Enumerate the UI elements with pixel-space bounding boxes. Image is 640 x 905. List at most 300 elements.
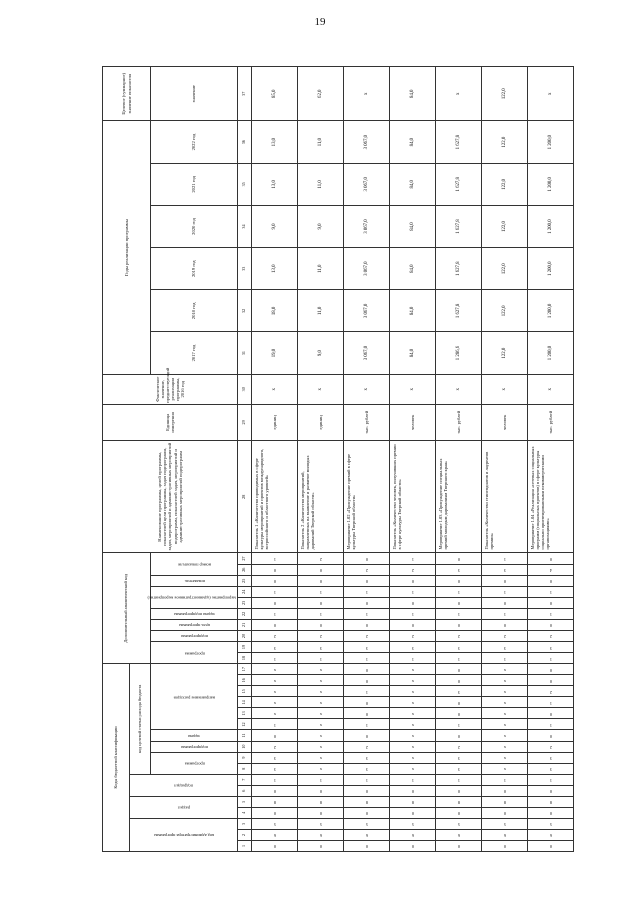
target-value: x [436,67,482,122]
code-digit: 0 [482,575,528,586]
value-2019: 1 627,8 [436,248,482,290]
fact-header: Фактическое значение, предшествующий реализации программы, 2016 год [103,374,238,404]
code-digit: 0 [252,785,298,796]
code-digit: 0 [252,597,298,608]
code-digit: 2 [344,630,390,641]
value-2018: 122,0 [482,290,528,332]
code-digit: 0 [436,840,482,851]
code-digit: x [298,763,344,774]
value-2017: 84,0 [390,332,436,374]
code-digit: 2 [344,741,390,752]
value-2018: 1 200,0 [528,290,574,332]
code-digit: 1 [482,553,528,564]
code-digit: 3 [252,752,298,763]
column-number: 24 [238,586,252,597]
code-digit: 5 [482,818,528,829]
column-number: 34 [238,205,252,247]
indicator-name: Показатель 2 «Количество мероприятий, направленных на выявление и развитие молодых дарований Тверской области» [298,440,344,553]
code-digit: 1 [528,608,574,619]
code-digit: 3 [528,763,574,774]
code-digit: 0 [344,697,390,708]
value-2021: 1 627,8 [436,163,482,205]
table-row [252,67,298,852]
analytical-code-header: Дополнительный аналитический код [103,553,151,664]
value-2018: 11,0 [298,290,344,332]
code-digit: 1 [390,653,436,664]
code-digit: 0 [528,619,574,630]
unit-header: Единица измерения [103,404,238,440]
code-digit: x [390,697,436,708]
code-digit: 2 [482,630,528,641]
code-digit: 1 [344,719,390,730]
code-digit: 2 [344,564,390,575]
code-digit: 0 [298,575,344,586]
code-digit: x [482,752,528,763]
column-number: 31 [238,332,252,374]
code-digit: 0 [344,807,390,818]
code-digit: x [390,719,436,730]
code-digit: 0 [252,619,298,630]
section-header: раздел [130,796,238,818]
column-number: 10 [238,741,252,752]
code-digit: 1 [390,553,436,564]
code-digit: 1 [390,586,436,597]
code-digit: 3 [252,763,298,774]
code-digit: 3 [252,641,298,652]
code-digit: 1 [528,774,574,785]
code-digit: 0 [344,730,390,741]
column-number: 15 [238,686,252,697]
target-code-header: код целевой статьи расхода бюджета [130,664,151,775]
value-2020: 84,0 [390,205,436,247]
code-digit: 2 [528,686,574,697]
code-digit: 0 [528,664,574,675]
code-digit: 1 [436,774,482,785]
code-digit: 5 [298,818,344,829]
indicator-name: Мероприятие 1.02 «Присуждение премий в сфере культуры Тверской области» [344,440,390,553]
column-number: 20 [238,630,252,641]
target-value: 62,0 [298,67,344,122]
code-digit: 0 [436,575,482,586]
value-2019: 13,0 [252,248,298,290]
column-number: 19 [238,641,252,652]
column-number: 16 [238,675,252,686]
code-digit: 1 [298,774,344,785]
code-digit: x [482,741,528,752]
column-number: 23 [238,597,252,608]
kbk-header: Коды бюджетной классификации [103,664,130,852]
value-2022: 13,0 [252,121,298,163]
code-digit: 1 [482,774,528,785]
code-digit: 0 [528,840,574,851]
page-number: 19 [314,16,326,28]
code-digit: 1 [436,586,482,597]
code-digit: x [390,741,436,752]
code-digit: 1 [252,653,298,664]
code-digit: x [252,675,298,686]
value-2021: 11,0 [298,163,344,205]
code-digit: 8 [528,796,574,807]
code-digit: 0 [390,840,436,851]
code-digit: x [482,708,528,719]
code-digit: 0 [436,675,482,686]
code-digit: 2 [390,564,436,575]
code-digit: 5 [528,818,574,829]
code-digit: 3 [390,641,436,652]
code-digit: x [390,752,436,763]
code-digit: x [252,664,298,675]
an-goal-header: цель программы [151,619,238,630]
code-digit: 0 [528,807,574,818]
code-digit: 0 [482,807,528,818]
code-digit: 0 [482,597,528,608]
value-2017: 1 200,0 [528,332,574,374]
unit: тыс. рублей [528,404,574,440]
code-digit: 8 [252,796,298,807]
code-digit: 0 [298,564,344,575]
year-2018-header: 2018 год [151,290,238,332]
code-digit: 0 [252,840,298,851]
code-digit: 1 [252,608,298,619]
code-digit: 6 [298,829,344,840]
code-digit: 0 [390,597,436,608]
code-digit: 1 [344,774,390,785]
value-2019: 84,0 [390,248,436,290]
code-digit: 0 [298,619,344,630]
fact-2016: x [482,374,528,404]
unit: тыс. рублей [344,404,390,440]
code-digit: 1 [298,586,344,597]
an-indicator-num-header: номер показателя [151,553,238,575]
code-digit: 1 [390,608,436,619]
column-number: 27 [238,553,252,564]
indicator-name: Показатель «Количество человек, получивших премии в сфере культуры Тверской области» [390,440,436,553]
column-number: 33 [238,248,252,290]
column-number: 7 [238,774,252,785]
code-digit: 6 [390,829,436,840]
code-digit: 1 [528,697,574,708]
indicator-name: Показатель «Количество стипендиатов и лауреатов премии» [482,440,528,553]
program-code-header: программа [151,752,238,774]
value-2019: 122,0 [482,248,528,290]
unit: человек [482,404,528,440]
code-digit: 4 [528,564,574,575]
column-number: 36 [238,121,252,163]
value-2017: 9,0 [298,332,344,374]
code-digit: x [252,708,298,719]
code-digit: 0 [252,564,298,575]
code-digit: 2 [298,553,344,564]
value-2022: 122,0 [482,121,528,163]
code-digit: 0 [528,575,574,586]
target-value: x [344,67,390,122]
code-digit: 0 [528,708,574,719]
code-digit: 3 [528,641,574,652]
code-digit: 1 [252,586,298,597]
code-digit: 3 [344,763,390,774]
years-header: Годы реализации программы [103,121,151,374]
code-digit: 0 [482,785,528,796]
code-digit: 1 [528,653,574,664]
code-digit: 0 [390,807,436,818]
indicator-name: Мероприятие 1.04 «Реализация «сетевых социальных программ (социальных проектов) в сфере культуры социально ориентированными некоммерческими организациями» [528,440,574,553]
value-2022: 11,0 [298,121,344,163]
value-2021: 3 067,0 [344,163,390,205]
value-2021: 1 200,0 [528,163,574,205]
value-2019: 1 200,0 [528,248,574,290]
program-indicator-table [102,66,574,852]
column-number: 14 [238,697,252,708]
value-2020: 9,0 [252,205,298,247]
code-digit: 0 [344,619,390,630]
unit: тыс. рублей [436,404,482,440]
unit: единиц [298,404,344,440]
code-digit: x [390,763,436,774]
value-2022: 84,0 [390,121,436,163]
code-digit: 0 [436,697,482,708]
code-digit: 1 [298,608,344,619]
code-digit: 6 [528,829,574,840]
code-digit: 0 [298,785,344,796]
code-digit: 0 [436,807,482,818]
code-digit: x [298,752,344,763]
indicator-name: Показатель 1 «Количество проводимых в сфере культуры мероприятий и проектов международного, всероссийского и областного уровней» [252,440,298,553]
column-number: 9 [238,752,252,763]
value-2020: 1 200,0 [528,205,574,247]
code-digit: 0 [344,553,390,564]
code-digit: 1 [436,608,482,619]
value-2020: 122,0 [482,205,528,247]
code-digit: x [298,686,344,697]
table-row [298,67,344,852]
unit: единиц [252,404,298,440]
code-digit: 3 [436,641,482,652]
value-2018: 3 067,0 [344,290,390,332]
year-2022-header: 2022 год [151,121,238,163]
code-digit: 0 [390,785,436,796]
column-number: 6 [238,785,252,796]
column-number: 32 [238,290,252,332]
code-digit: 3 [436,763,482,774]
code-digit: 0 [528,730,574,741]
code-digit: 2 [436,741,482,752]
column-number-row [238,67,252,852]
value-2022: 1 627,8 [436,121,482,163]
code-digit: x [298,719,344,730]
code-digit: 2 [252,630,298,641]
code-digit: 0 [436,619,482,630]
code-digit: 6 [252,829,298,840]
value-2017: 122,0 [482,332,528,374]
code-digit: 2 [390,630,436,641]
code-digit: 1 [252,553,298,564]
column-number: 37 [238,67,252,122]
code-digit: 0 [528,785,574,796]
code-digit: 3 [436,752,482,763]
value-2021: 13,0 [252,163,298,205]
unit: человек [390,404,436,440]
rotated-table-wrapper [102,66,553,852]
value-header: значение [151,67,238,122]
code-digit: 0 [390,575,436,586]
column-number: 11 [238,730,252,741]
table-row [390,67,436,852]
code-digit: 2 [298,630,344,641]
year-2019-header: 2019 год [151,248,238,290]
task-code-header: задача [151,730,238,741]
column-number: 13 [238,708,252,719]
code-digit: 2 [528,630,574,641]
column-number: 2 [238,829,252,840]
value-2017: 3 067,0 [344,332,390,374]
target-value: x [528,67,574,122]
code-digit: x [298,708,344,719]
value-2020: 3 067,0 [344,205,390,247]
table-row [528,67,574,852]
column-number: 4 [238,807,252,818]
code-digit: x [390,686,436,697]
code-digit: 1 [344,586,390,597]
code-digit: 0 [436,730,482,741]
column-number: 5 [238,796,252,807]
code-digit: x [298,664,344,675]
code-digit: x [482,763,528,774]
an-program-header: программа [151,641,238,663]
value-2019: 3 067,0 [344,248,390,290]
fact-2016: x [390,374,436,404]
code-digit: 1 [344,653,390,664]
an-task-header: задача подпрограммы [151,608,238,619]
code-digit: 3 [298,641,344,652]
value-2021: 84,0 [390,163,436,205]
code-digit: x [482,686,528,697]
value-2022: 1 200,0 [528,121,574,163]
column-number: 35 [238,163,252,205]
table-row [344,67,390,852]
code-digit: x [482,719,528,730]
code-digit: x [252,697,298,708]
column-number: 8 [238,763,252,774]
code-digit: 5 [252,818,298,829]
value-2020: 1 627,8 [436,205,482,247]
code-digit: 3 [344,752,390,763]
code-digit: 0 [436,664,482,675]
code-digit: 6 [344,829,390,840]
code-digit: 6 [482,829,528,840]
code-digit: 1 [390,774,436,785]
code-digit: 1 [344,686,390,697]
code-digit: x [298,730,344,741]
admin-code-header: код администратора программы [130,818,238,851]
code-digit: 3 [528,752,574,763]
code-digit: 6 [436,829,482,840]
code-digit: 1 [252,719,298,730]
code-digit: 1 [344,608,390,619]
column-number: 21 [238,619,252,630]
code-digit: 0 [436,785,482,796]
name-header: Наименование программы, целей программы, показателей цели программы, задач подпрограмм, задач, мероприятий и административных мероприятий подпрограмм, показателей задач, мероприятий и административных мероприятий подпрограмм [103,440,238,553]
code-digit: x [252,686,298,697]
value-2021: 122,0 [482,163,528,205]
subprogram-code-header: подпрограмма [151,741,238,752]
code-digit: 1 [252,774,298,785]
column-number: 28 [238,440,252,553]
code-digit: 0 [344,840,390,851]
code-digit: 0 [436,597,482,608]
column-number: 1 [238,840,252,851]
code-digit: 0 [528,597,574,608]
code-digit: 1 [482,608,528,619]
code-digit: 0 [482,619,528,630]
code-digit: 3 [482,641,528,652]
code-digit: 0 [344,664,390,675]
code-digit: x [390,730,436,741]
column-number: 22 [238,608,252,619]
code-digit: 1 [528,586,574,597]
value-2017: 19,0 [252,332,298,374]
code-digit: 8 [298,796,344,807]
column-number: 25 [238,575,252,586]
code-digit: 0 [528,553,574,564]
code-digit: 3 [436,564,482,575]
code-digit: 0 [252,730,298,741]
fact-2016: x [298,374,344,404]
column-number: 18 [238,653,252,664]
code-digit: x [482,697,528,708]
code-digit: 0 [344,575,390,586]
year-2020-header: 2020 год [151,205,238,247]
code-digit: x [298,741,344,752]
code-digit: x [390,664,436,675]
code-digit: 1 [482,653,528,664]
code-digit: 8 [390,796,436,807]
value-2018: 1 627,8 [436,290,482,332]
code-digit: 0 [390,619,436,630]
direction-header: направление расходов [151,664,238,730]
code-digit: 8 [482,796,528,807]
code-digit: 3 [482,564,528,575]
column-number: 29 [238,404,252,440]
code-digit: 5 [436,818,482,829]
code-digit: 0 [252,575,298,586]
code-digit: 0 [344,597,390,608]
code-digit: 0 [298,597,344,608]
code-digit: 1 [298,653,344,664]
code-digit: 2 [528,741,574,752]
fact-2016: x [344,374,390,404]
indicator-name: Мероприятие 1.03 «Присуждение специальных премий молодым дарованиям Тверского края» [436,440,482,553]
table-row [436,67,482,852]
table-row [482,67,528,852]
code-digit: 1 [528,719,574,730]
code-digit: 0 [528,675,574,686]
rotated-table-area [102,66,553,852]
an-subprogram-header: подпрограмма [151,630,238,641]
code-digit: 0 [298,840,344,851]
column-number: 12 [238,719,252,730]
column-number: 26 [238,564,252,575]
code-digit: 0 [436,708,482,719]
code-digit: 8 [436,796,482,807]
code-digit: 0 [482,840,528,851]
target-value: 122,0 [482,67,528,122]
code-digit: 2 [252,741,298,752]
target-value: 84,0 [390,67,436,122]
code-digit: 0 [344,708,390,719]
fact-2016: x [436,374,482,404]
code-digit: x [298,675,344,686]
code-digit: 3 [436,686,482,697]
